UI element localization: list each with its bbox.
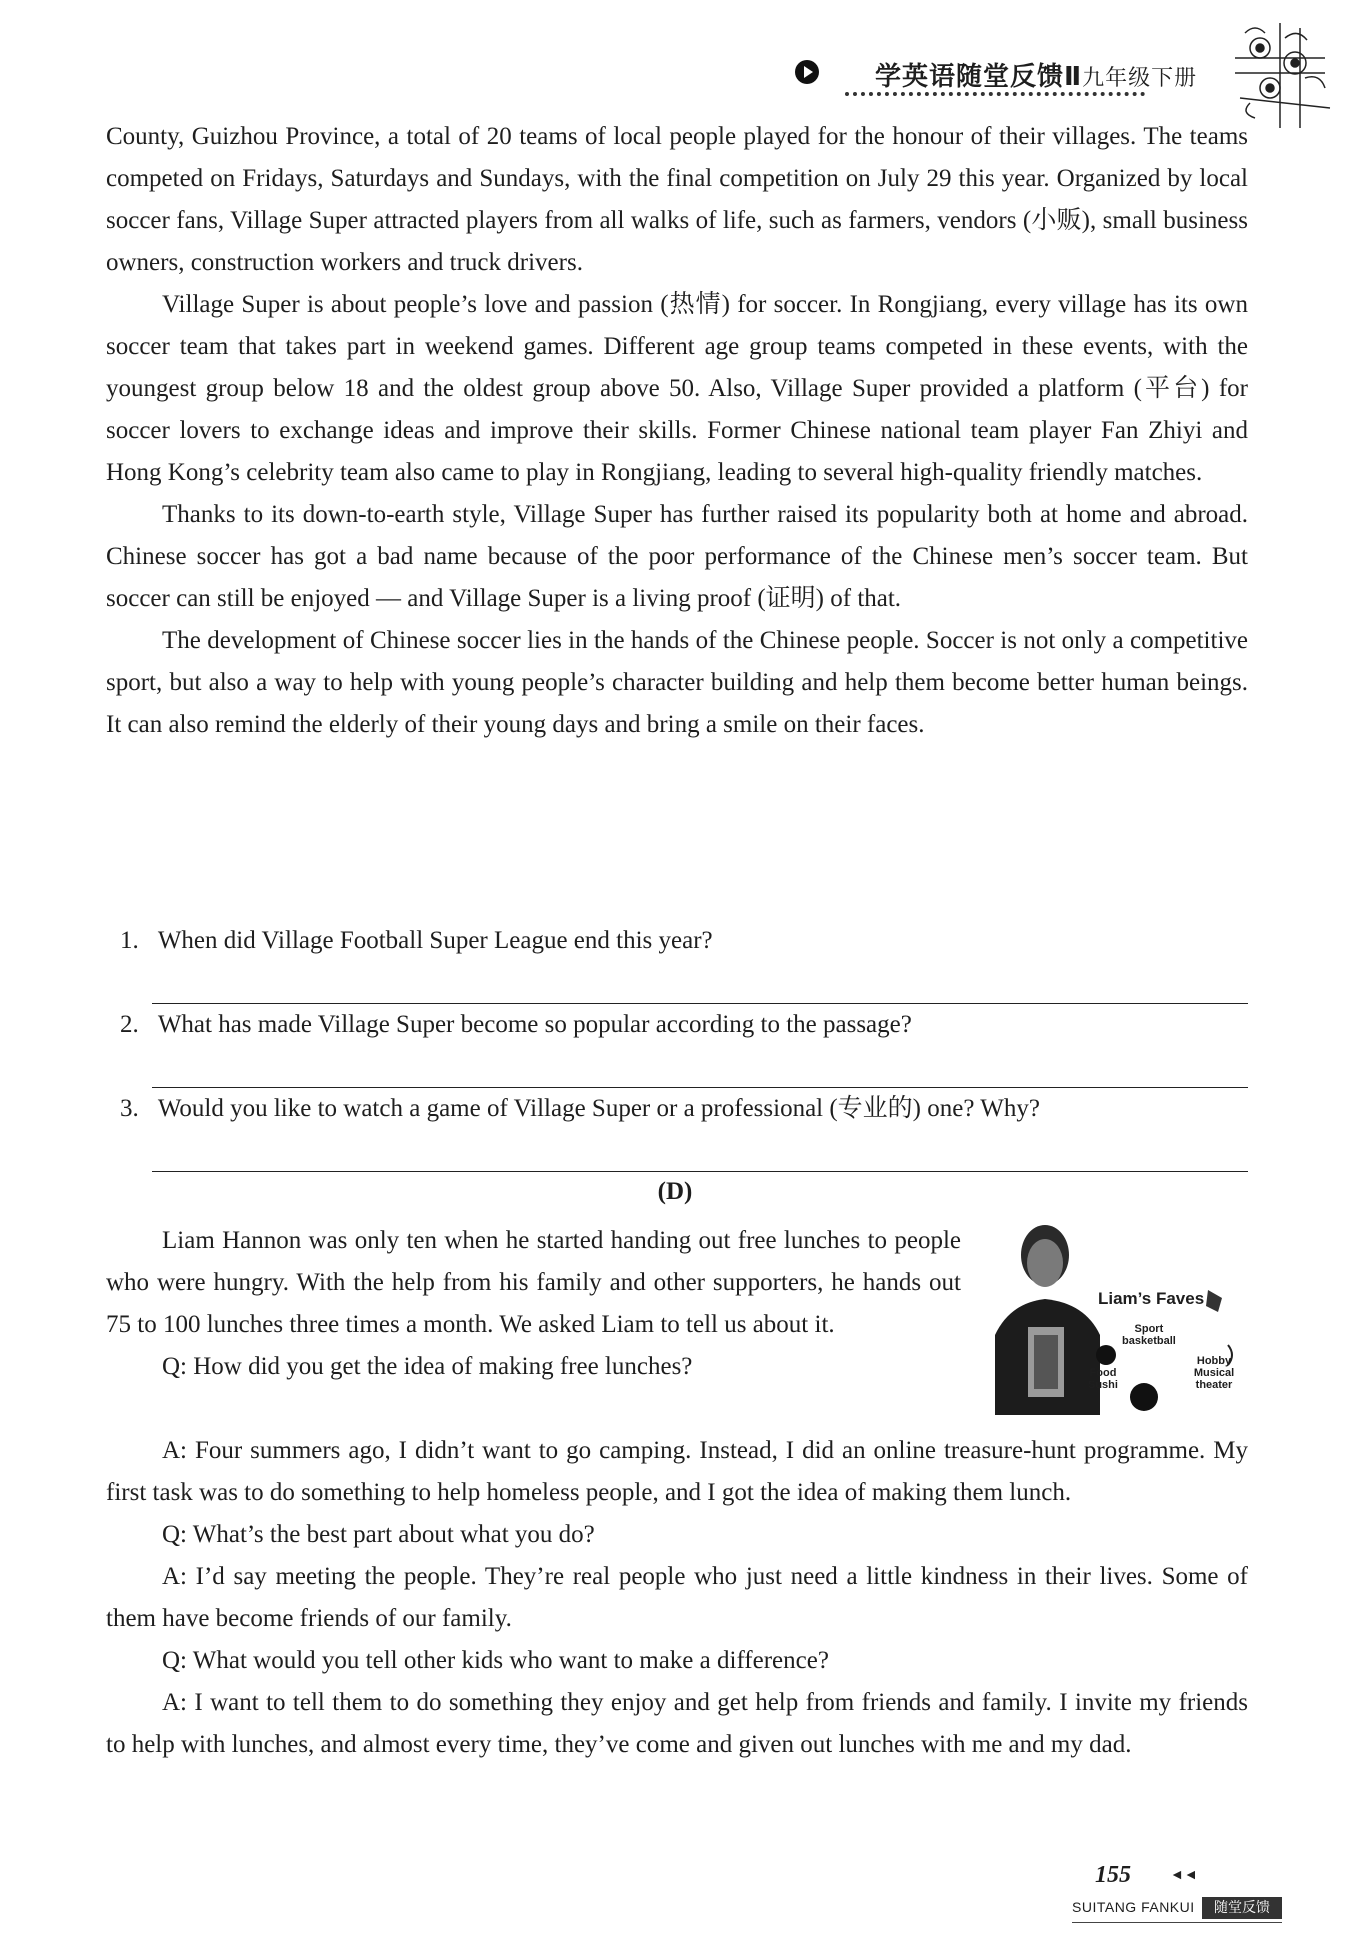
fave-hobby [1186, 1355, 1242, 1391]
passage-c [106, 116, 1248, 746]
header-dotted-rule [845, 92, 1145, 96]
passage-d-interview [106, 1430, 1248, 1766]
passage-d-intro [106, 1220, 961, 1388]
fave-value: basketball [1122, 1335, 1176, 1347]
fave-food [1088, 1367, 1118, 1391]
question-text: When did Village Football Super League end this year? [157, 927, 713, 954]
question-text: Would you like to watch a game of Village Super or a professional (专业的) one? Why? [157, 1095, 1040, 1122]
question-1 [120, 920, 1250, 962]
interview-answer: A: Four summers ago, I didn’t want to go camping. Instead, I did an online treasure-hunt programme. My first task was to do something to help homeless people, and I got the idea of making them lunch. [106, 1437, 1248, 1506]
footer-tag: 随堂反馈 [1202, 1897, 1282, 1919]
question-number: 3. [120, 1095, 139, 1122]
answer-line-3[interactable] [152, 1171, 1248, 1172]
section-title-d: (D) [657, 1178, 693, 1205]
book-title [875, 56, 1197, 93]
interview-question: Q: What’s the best part about what you do? [162, 1521, 595, 1548]
liam-photo [990, 1215, 1258, 1415]
interview-answer: A: I’d say meeting the people. They’re real people who just need a little kindness in their lives. Some of them have become friends of our family. [106, 1563, 1248, 1632]
page-header [795, 50, 1215, 100]
fave-sport [1122, 1323, 1176, 1347]
interview-question: Q: What would you tell other kids who want to make a difference? [162, 1647, 829, 1674]
question-number: 2. [120, 1011, 139, 1038]
question-2 [120, 1004, 1250, 1046]
fave-value: Sushi [1088, 1379, 1118, 1391]
paragraph: County, Guizhou Province, a total of 20 teams of local people played for the honour of their villages. The teams competed on Fridays, Saturdays and Sundays, with the final competition on July 29 this year. Organized by local soccer fans, Village Super attracted players from all walks of life, such as farmers, vendors (小贩), small business owners, construction workers and truck drivers. [106, 123, 1248, 276]
play-icon [795, 60, 819, 84]
interview-answer: A: I want to tell them to do something they enjoy and get help from friends and family. I invite my friends to help with lunches, and almost every time, they’ve come and given out lunches with me and my dad. [106, 1689, 1248, 1758]
series-title: 学英语随堂反馈Ⅱ [875, 62, 1083, 92]
paragraph: The development of Chinese soccer lies in the hands of the Chinese people. Soccer is not only a competitive sport, but also a way to help with young people’s character building and help them become better human beings. It can also remind the elderly of their young days and bring a smile on their faces. [106, 627, 1248, 738]
page-number: 155 [1095, 1862, 1131, 1888]
question-number: 1. [120, 927, 139, 954]
paragraph: Liam Hannon was only ten when he started handing out free lunches to people who were hungry. With the help from his family and other supporters, he hands out 75 to 100 lunches three times a month. We asked Liam to tell us about it. [106, 1227, 961, 1338]
fave-label: Food [1089, 1367, 1117, 1379]
footer-latin: SUITANG FANKUI [1072, 1899, 1195, 1915]
footer-brand [1072, 1897, 1282, 1919]
fave-label: Sport [1134, 1323, 1164, 1335]
footer-rule [1072, 1922, 1282, 1923]
fave-label: Hobby [1196, 1355, 1232, 1367]
fave-value: Musical theater [1193, 1367, 1235, 1391]
paragraph: Village Super is about people’s love and passion (热情) for soccer. In Rongjiang, every village has its own soccer team that takes part in weekend games. Different age group teams competed in these events, with the youngest group below 18 and the oldest group above 50. Also, Village Super provided a platform (平台) for soccer lovers to exchange ideas and improve their skills. Former Chinese national team player Fan Zhiyi and Hong Kong’s celebrity team also came to play in Rongjiang, leading to several high-quality friendly matches. [106, 291, 1248, 486]
interview-question: Q: How did you get the idea of making free lunches? [162, 1353, 693, 1380]
paragraph: Thanks to its down-to-earth style, Village Super has further raised its popularity both at home and abroad. Chinese soccer has got a bad name because of the poor performance of the Chinese men’s soccer team. But soccer can still be enjoyed — and Village Super is a living proof (证明) of that. [106, 501, 1248, 612]
arrows-icon: ◄◄ [1170, 1868, 1198, 1883]
faves-title: Liam’s Faves [1098, 1289, 1205, 1308]
question-text: What has made Village Super become so popular according to the passage? [157, 1011, 912, 1038]
question-3 [120, 1088, 1250, 1130]
grade-label: 九年级下册 [1082, 66, 1198, 91]
